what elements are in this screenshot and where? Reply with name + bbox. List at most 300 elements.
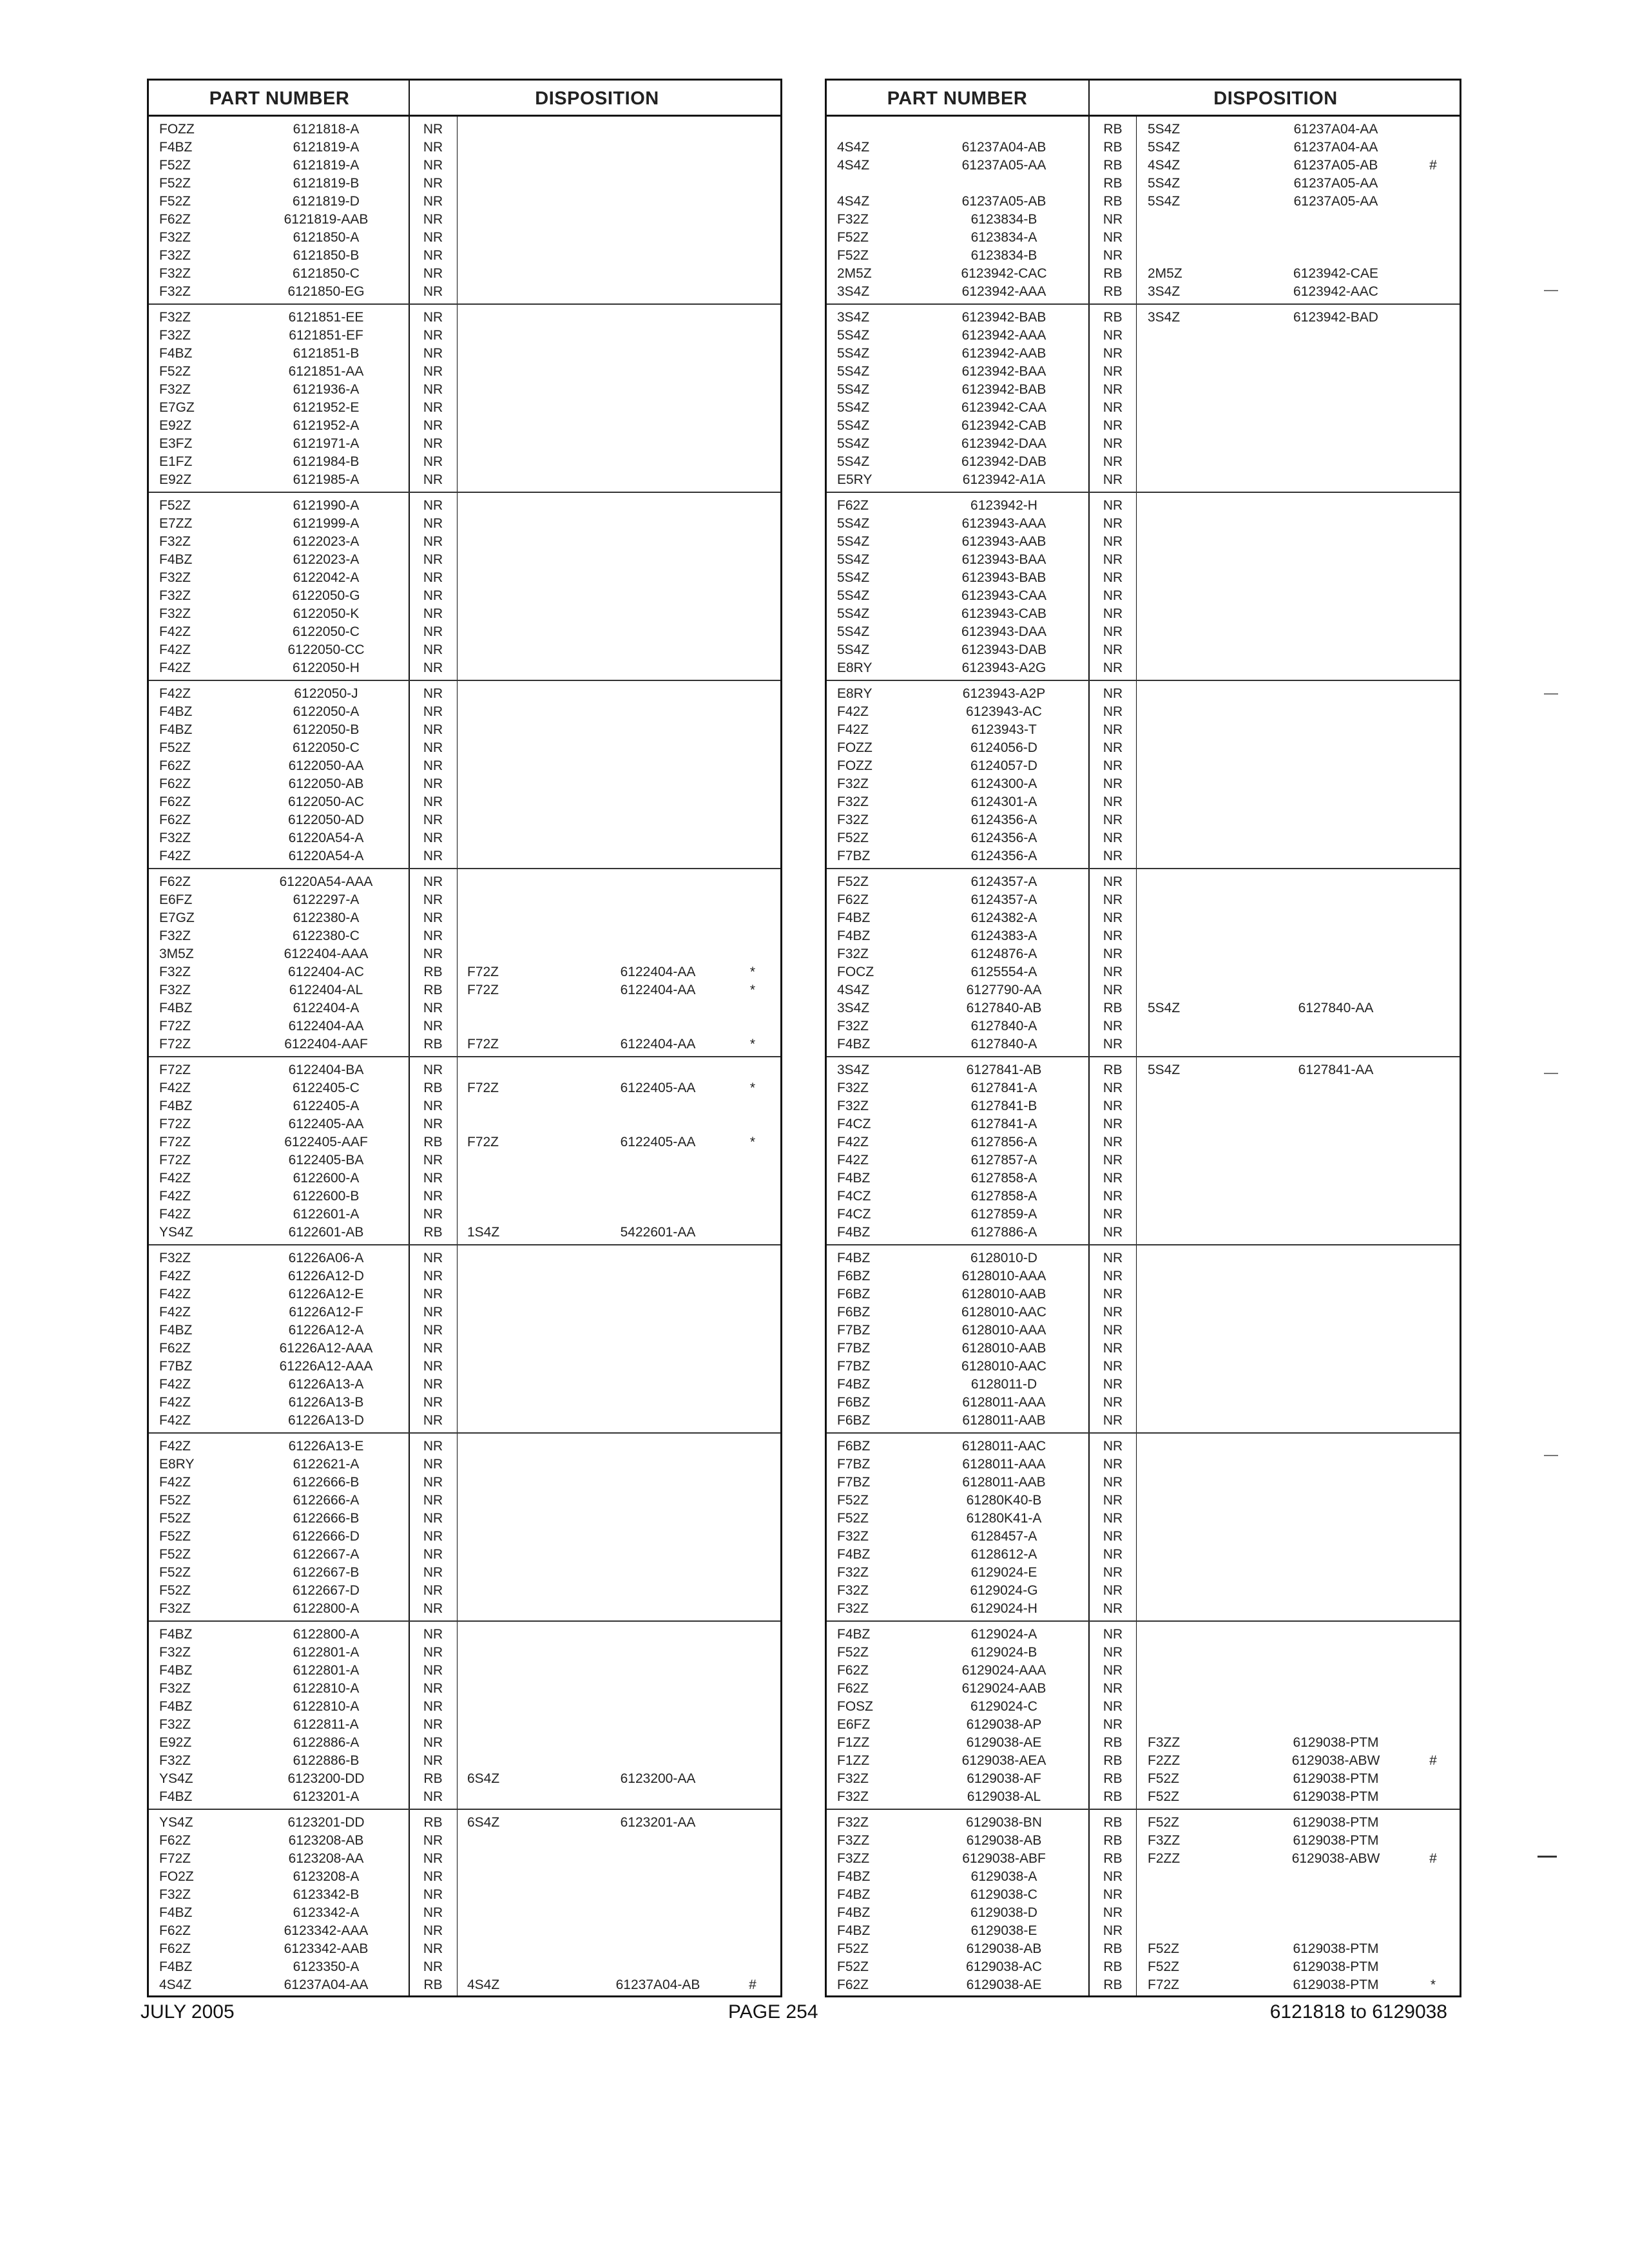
part-number: 6122404-AAF [284, 1037, 368, 1052]
part-number: 61220A54-A [288, 849, 364, 863]
disposition-code: RB [423, 1037, 443, 1052]
table-row [149, 1412, 780, 1430]
table-row [149, 309, 780, 327]
table-row [827, 471, 1460, 489]
part-prefix: F62Z [159, 776, 191, 791]
disposition-code: RB [1103, 1753, 1123, 1768]
part-prefix: F32Z [837, 812, 869, 827]
part-prefix: 5S4Z [837, 346, 870, 361]
disposition-code: NR [1103, 1269, 1123, 1283]
part-prefix: F4BZ [837, 1037, 871, 1052]
part-number: 6121990-A [293, 498, 360, 513]
part-prefix: F32Z [159, 570, 191, 585]
row-group [827, 1434, 1460, 1622]
part-number: 6129038-A [970, 1869, 1037, 1884]
part-number: 6129038-E [970, 1923, 1037, 1938]
part-number: 6123943-AC [966, 704, 1042, 719]
part-number: 6122405-BA [288, 1153, 364, 1168]
part-prefix: FOSZ [837, 1699, 873, 1714]
part-prefix: F42Z [837, 1153, 869, 1168]
part-prefix: 4S4Z [837, 140, 870, 155]
disposition-code: NR [1103, 1457, 1123, 1472]
table-row [149, 1474, 780, 1492]
disposition-code: RB [423, 1135, 443, 1149]
part-prefix: F4CZ [837, 1189, 871, 1204]
table-row [149, 515, 780, 533]
part-prefix: 3S4Z [837, 1001, 870, 1015]
part-number: 6129038-AB [966, 1833, 1042, 1848]
table-row [149, 1626, 780, 1644]
table-row [149, 211, 780, 229]
disposition-code: NR [1103, 1413, 1123, 1428]
part-number: 6122404-AA [288, 1019, 364, 1033]
part-number: 6129024-B [970, 1645, 1037, 1660]
disposition-code: NR [1103, 812, 1123, 827]
part-number: 6123208-AB [288, 1833, 364, 1848]
part-number: 6122050-CC [287, 642, 365, 657]
disposition-code: NR [423, 1287, 443, 1302]
disposition-code: NR [423, 1062, 443, 1077]
part-prefix: 3S4Z [837, 310, 870, 325]
table-row [149, 1582, 780, 1600]
part-prefix: F42Z [159, 849, 191, 863]
disposition-code: RB [1103, 1833, 1123, 1848]
row-group [827, 117, 1460, 305]
part-number: 61226A13-D [288, 1413, 364, 1428]
part-prefix: F32Z [159, 1753, 191, 1768]
part-prefix: F52Z [837, 1645, 869, 1660]
part-number: 6129038-AP [966, 1717, 1042, 1732]
table-row [827, 1206, 1460, 1224]
part-prefix: 5S4Z [837, 552, 870, 567]
part-prefix: F32Z [159, 328, 191, 343]
part-number: 6122667-D [293, 1583, 360, 1598]
part-prefix: F4BZ [159, 1627, 193, 1642]
table-row [827, 623, 1460, 641]
part-number: 6129024-AAA [961, 1663, 1046, 1678]
table-row [149, 327, 780, 345]
table-row [149, 399, 780, 417]
part-prefix: F32Z [837, 1529, 869, 1544]
part-number: 6128011-AAB [962, 1413, 1046, 1428]
part-number: 6124056-D [970, 740, 1037, 755]
table-row [827, 1734, 1460, 1752]
table-row [827, 587, 1460, 605]
part-number: 6121971-A [293, 436, 360, 451]
table-row [149, 775, 780, 793]
part-prefix: F32Z [837, 1771, 869, 1786]
table-row [827, 1626, 1460, 1644]
disposition-code: NR [1103, 516, 1123, 531]
part-prefix: F6BZ [837, 1269, 871, 1283]
part-prefix: YS4Z [159, 1815, 193, 1830]
part-number: 6128010-D [970, 1251, 1037, 1265]
part-prefix: F32Z [159, 606, 191, 621]
part-number: 6121952-E [293, 400, 360, 415]
table-row [827, 1546, 1460, 1564]
part-prefix: F4BZ [837, 1887, 871, 1902]
part-number: 6121819-A [293, 158, 360, 173]
part-number: 6124300-A [970, 776, 1037, 791]
part-number: 6129024-C [970, 1699, 1037, 1714]
disposition-code: NR [423, 552, 443, 567]
table-row [149, 1115, 780, 1133]
part-number: 6122404-AL [289, 983, 363, 997]
table-row [149, 1285, 780, 1303]
part-number: 6121984-B [293, 454, 360, 469]
part-prefix: F32Z [159, 1645, 191, 1660]
right-parts-table [825, 79, 1461, 1997]
table-row [827, 515, 1460, 533]
part-number: 6127840-A [970, 1019, 1037, 1033]
replacement-number: 6123942-AAC [1293, 284, 1378, 299]
part-prefix: F62Z [837, 1681, 869, 1696]
table-row [827, 811, 1460, 829]
disposition-code: RB [423, 1225, 443, 1240]
part-prefix: F4BZ [837, 1171, 871, 1186]
disposition-code: NR [423, 588, 443, 603]
part-number: 6129038-BN [966, 1815, 1042, 1830]
part-prefix: F62Z [159, 1941, 191, 1956]
row-group [827, 681, 1460, 869]
replacement-number: 6122404-AA [620, 983, 696, 997]
disposition-code: NR [423, 1511, 443, 1526]
table-row [827, 1904, 1460, 1922]
part-prefix: F32Z [159, 588, 191, 603]
replacement-prefix: 5S4Z [1148, 140, 1181, 155]
part-prefix: F52Z [159, 194, 191, 209]
disposition-code: NR [1103, 364, 1123, 379]
disposition-code: NR [423, 400, 443, 415]
row-group [149, 869, 780, 1057]
part-prefix: F42Z [159, 1189, 191, 1204]
margin-mark [1544, 1073, 1558, 1074]
disposition-code: NR [423, 1905, 443, 1920]
part-prefix: F52Z [837, 1493, 869, 1508]
part-number: 6123943-CAA [961, 588, 1046, 603]
disposition-code: RB [1103, 194, 1123, 209]
disposition-code: RB [1103, 1771, 1123, 1786]
part-prefix: F4BZ [159, 1905, 193, 1920]
part-number: 6122667-B [293, 1565, 360, 1580]
part-prefix: F52Z [159, 1583, 191, 1598]
disposition-code: NR [423, 947, 443, 961]
disposition-code: NR [423, 1789, 443, 1804]
part-number: 6127841-A [970, 1081, 1037, 1095]
part-number: 6124356-A [970, 849, 1037, 863]
part-number: 6129038-C [970, 1887, 1037, 1902]
disposition-code: NR [1103, 624, 1123, 639]
part-number: 6122886-A [293, 1735, 360, 1750]
part-number: 61226A12-D [288, 1269, 364, 1283]
disposition-code: RB [423, 983, 443, 997]
part-prefix: E6FZ [837, 1717, 871, 1732]
table-row [827, 1698, 1460, 1716]
part-number: 6123943-DAA [961, 624, 1046, 639]
table-row [827, 1510, 1460, 1528]
part-prefix: F52Z [837, 1941, 869, 1956]
disposition-code: NR [423, 1565, 443, 1580]
disposition-code: NR [423, 230, 443, 245]
part-prefix: E92Z [159, 1735, 192, 1750]
table-row [149, 157, 780, 175]
part-prefix: F32Z [159, 266, 191, 281]
disposition-code: NR [423, 472, 443, 487]
table-row [827, 1680, 1460, 1698]
table-row [827, 1321, 1460, 1340]
replacement-number: 61237A05-AB [1293, 158, 1378, 173]
part-prefix: F7BZ [159, 1359, 193, 1374]
table-row [827, 1456, 1460, 1474]
part-prefix: F4CZ [837, 1207, 871, 1222]
part-number: 6122050-G [292, 588, 360, 603]
part-number: 6121851-AA [288, 364, 364, 379]
row-group [149, 681, 780, 869]
disposition-code: NR [1103, 1699, 1123, 1714]
part-number: 6122810-A [293, 1681, 360, 1696]
disposition-code: NR [423, 534, 443, 549]
part-prefix: F4BZ [837, 1923, 871, 1938]
part-prefix: FOZZ [837, 740, 872, 755]
disposition-code: NR [423, 776, 443, 791]
part-prefix: 5S4Z [837, 382, 870, 397]
table-row [149, 551, 780, 569]
table-row [149, 1151, 780, 1169]
part-prefix: F42Z [159, 1377, 191, 1392]
note-mark: * [1430, 1977, 1436, 1992]
replacement-prefix: 6S4Z [467, 1815, 500, 1830]
replacement-number: 61237A04-AB [615, 1977, 700, 1992]
part-prefix: F7BZ [837, 849, 871, 863]
part-number: 6123943-AAA [961, 516, 1046, 531]
table-row [827, 453, 1460, 471]
part-prefix: 2M5Z [837, 266, 872, 281]
disposition-code: NR [1103, 570, 1123, 585]
part-prefix: F52Z [159, 158, 191, 173]
part-number: 6121819-B [293, 176, 360, 191]
replacement-prefix: F52Z [1148, 1959, 1180, 1974]
part-number: 6123201-DD [287, 1815, 365, 1830]
part-prefix: 5S4Z [837, 534, 870, 549]
left-parts-table [147, 79, 782, 1997]
disposition-code: NR [423, 794, 443, 809]
part-prefix: F4BZ [159, 1663, 193, 1678]
disposition-code: NR [1103, 686, 1123, 701]
part-number: 6129038-AB [966, 1941, 1042, 1956]
part-prefix: F42Z [159, 1475, 191, 1490]
part-prefix: F4BZ [837, 1251, 871, 1265]
part-prefix: F4BZ [159, 722, 193, 737]
disposition-code: NR [423, 1189, 443, 1204]
replacement-number: 6123942-BAD [1293, 310, 1378, 325]
part-prefix: F52Z [159, 1565, 191, 1580]
table-row [149, 1662, 780, 1680]
footer-date: JULY 2005 [140, 2001, 235, 2023]
disposition-code: NR [423, 660, 443, 675]
part-prefix: 5S4Z [837, 624, 870, 639]
disposition-code: NR [423, 436, 443, 451]
part-prefix: E7ZZ [159, 516, 193, 531]
replacement-prefix: F2ZZ [1148, 1753, 1181, 1768]
table-row [827, 1079, 1460, 1097]
disposition-code: NR [1103, 722, 1123, 737]
disposition-code: NR [423, 1663, 443, 1678]
table-row [149, 703, 780, 721]
table-row [827, 363, 1460, 381]
disposition-heading: DISPOSITION [1213, 88, 1338, 109]
table-row [827, 1832, 1460, 1850]
part-number: 6127858-A [970, 1189, 1037, 1204]
part-prefix: F62Z [837, 892, 869, 907]
disposition-code: RB [423, 1771, 443, 1786]
part-number: 6129024-H [970, 1601, 1037, 1616]
part-number: 6128010-AAA [961, 1323, 1046, 1338]
row-group [827, 1622, 1460, 1810]
part-prefix: E7GZ [159, 910, 195, 925]
table-row [827, 247, 1460, 265]
disposition-code: NR [1103, 1887, 1123, 1902]
part-prefix: E8RY [837, 686, 872, 701]
disposition-code: NR [423, 498, 443, 513]
part-prefix: YS4Z [159, 1225, 193, 1240]
disposition-code: NR [423, 140, 443, 155]
part-number: 6122667-A [293, 1547, 360, 1562]
table-row [827, 1358, 1460, 1376]
disposition-code: NR [423, 194, 443, 209]
part-prefix: F72Z [159, 1062, 191, 1077]
table-row [827, 1752, 1460, 1770]
disposition-code: RB [1103, 1815, 1123, 1830]
part-prefix: F32Z [837, 1789, 869, 1804]
part-number: 6122405-AA [288, 1117, 364, 1131]
replacement-number: 61237A04-AA [1293, 140, 1378, 155]
part-number: 6128011-AAA [962, 1457, 1046, 1472]
table-row [149, 793, 780, 811]
part-number: 6121851-B [293, 346, 360, 361]
table-row [149, 1097, 780, 1115]
row-group [149, 1245, 780, 1434]
table-row [827, 703, 1460, 721]
part-number: 6122050-AD [288, 812, 364, 827]
table-row [149, 1133, 780, 1151]
table-row [827, 533, 1460, 551]
disposition-heading: DISPOSITION [535, 88, 659, 109]
part-number: 6122601-AB [288, 1225, 364, 1240]
disposition-code: NR [1103, 1869, 1123, 1884]
disposition-code: NR [423, 1359, 443, 1374]
table-row [149, 891, 780, 909]
part-number: 6122023-A [293, 552, 360, 567]
part-number: 6121999-A [293, 516, 360, 531]
part-number: 6129038-AF [967, 1771, 1041, 1786]
part-number: 6124876-A [970, 947, 1037, 961]
part-prefix: F52Z [159, 364, 191, 379]
part-prefix: F32Z [159, 928, 191, 943]
disposition-code: NR [1103, 1287, 1123, 1302]
disposition-code: NR [423, 248, 443, 263]
note-mark: * [749, 1081, 756, 1095]
disposition-code: NR [423, 382, 443, 397]
disposition-code: NR [1103, 1251, 1123, 1265]
part-number: 6121819-AAB [284, 212, 369, 227]
table-row [149, 1456, 780, 1474]
table-row [827, 283, 1460, 301]
part-number: 6127859-A [970, 1207, 1037, 1222]
replacement-prefix: 1S4Z [467, 1225, 500, 1240]
disposition-code: NR [1103, 1923, 1123, 1938]
part-prefix: F42Z [159, 1207, 191, 1222]
part-prefix: F62Z [159, 758, 191, 773]
disposition-code: NR [423, 722, 443, 737]
part-number: 6122050-H [293, 660, 360, 675]
note-mark: # [1429, 1851, 1437, 1866]
disposition-code: NR [423, 1529, 443, 1544]
part-prefix: FOZZ [837, 758, 872, 773]
part-prefix: F42Z [159, 660, 191, 675]
disposition-code: RB [1103, 284, 1123, 299]
part-prefix: F52Z [159, 1547, 191, 1562]
disposition-code: NR [1103, 740, 1123, 755]
table-row [827, 927, 1460, 945]
part-number: 6128011-AAA [962, 1395, 1046, 1410]
disposition-code: NR [423, 1153, 443, 1168]
table-row [149, 641, 780, 659]
part-number: 6122050-C [293, 740, 360, 755]
part-prefix: 4S4Z [159, 1977, 192, 1992]
part-prefix: F52Z [837, 874, 869, 889]
replacement-prefix: F72Z [467, 965, 499, 979]
disposition-code: NR [1103, 660, 1123, 675]
part-prefix: F32Z [159, 284, 191, 299]
part-prefix: 4S4Z [837, 983, 870, 997]
table-row [149, 363, 780, 381]
replacement-prefix: F3ZZ [1148, 1735, 1181, 1750]
disposition-code: NR [1103, 1019, 1123, 1033]
disposition-code: RB [1103, 1851, 1123, 1866]
part-number: 6128011-AAB [962, 1475, 1046, 1490]
part-number: 6123942-AAA [961, 284, 1046, 299]
table-row [149, 1958, 780, 1976]
table-row [149, 120, 780, 139]
table-row [149, 1492, 780, 1510]
part-number: 6123350-A [293, 1959, 360, 1974]
part-prefix: F3ZZ [837, 1833, 870, 1848]
disposition-code: NR [1103, 1225, 1123, 1240]
part-prefix: 5S4Z [837, 400, 870, 415]
replacement-number: 6123200-AA [620, 1771, 696, 1786]
table-row [827, 981, 1460, 999]
table-row [827, 873, 1460, 891]
table-row [149, 1886, 780, 1904]
table-row [827, 1814, 1460, 1832]
disposition-code: NR [1103, 1037, 1123, 1052]
part-number: 6123942-CAB [961, 418, 1046, 433]
part-prefix: F32Z [159, 1681, 191, 1696]
table-row [149, 811, 780, 829]
disposition-code: NR [423, 928, 443, 943]
disposition-code: NR [423, 1601, 443, 1616]
part-number: 6121819-D [293, 194, 360, 209]
part-number: 6122405-AAF [284, 1135, 368, 1149]
replacement-prefix: F72Z [467, 983, 499, 997]
part-prefix: F4BZ [159, 1099, 193, 1113]
table-row [149, 1303, 780, 1321]
part-prefix: F62Z [159, 1341, 191, 1356]
part-number: 6128010-AAB [961, 1341, 1046, 1356]
replacement-prefix: F52Z [1148, 1771, 1180, 1786]
part-number: 6121819-A [293, 140, 360, 155]
disposition-code: NR [1103, 382, 1123, 397]
